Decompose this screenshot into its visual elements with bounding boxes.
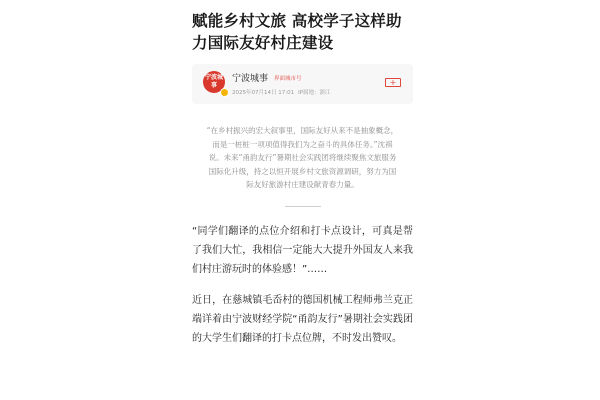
- account-card[interactable]: [192, 64, 413, 104]
- body-paragraph-1: “同学们翻译的点位介绍和打卡点设计，可真是帮了我们大忙，我相信一定能大大提升外国友人来我们村庄游玩时的体验感！”……: [192, 225, 413, 275]
- article-column: [192, 0, 413, 348]
- account-name-row: [232, 71, 302, 84]
- account-name[interactable]: 宁波城事: [232, 74, 269, 84]
- account-meta: [232, 88, 331, 96]
- avatar-text: 宁波城事: [204, 74, 223, 89]
- summary-divider: [285, 206, 321, 207]
- body-paragraph-2: 近日，在慈城镇毛岙村的德国机械工程师弗兰克正端详着由宁波财经学院“甬韵友行”暑期社会实践团的大学生们翻译的打卡点位牌，不时发出赞叹。: [192, 294, 413, 344]
- verified-badge-icon: [220, 88, 229, 97]
- follow-button[interactable]: +: [385, 78, 401, 87]
- account-tag: 界面城市号: [274, 75, 302, 82]
- publish-date: 2025年07月14日 17:01: [232, 90, 295, 96]
- ip-location: IP属地：浙江: [298, 90, 331, 96]
- article-summary: “在乡村振兴的宏大叙事里，国际友好从来不是抽象概念，而是一桩桩一项项值得我们为之奋斗的具体任务。”沈祺说。未来“甬韵友行”暑期社会实践团将继续聚焦文旅服务国际化升级，持之以恒开展乡村文旅资源调研，努力为国际友好旅游村庄建设献青春力量。: [206, 126, 399, 189]
- article-title: 赋能乡村文旅 高校学子这样助力国际友好村庄建设: [192, 12, 402, 52]
